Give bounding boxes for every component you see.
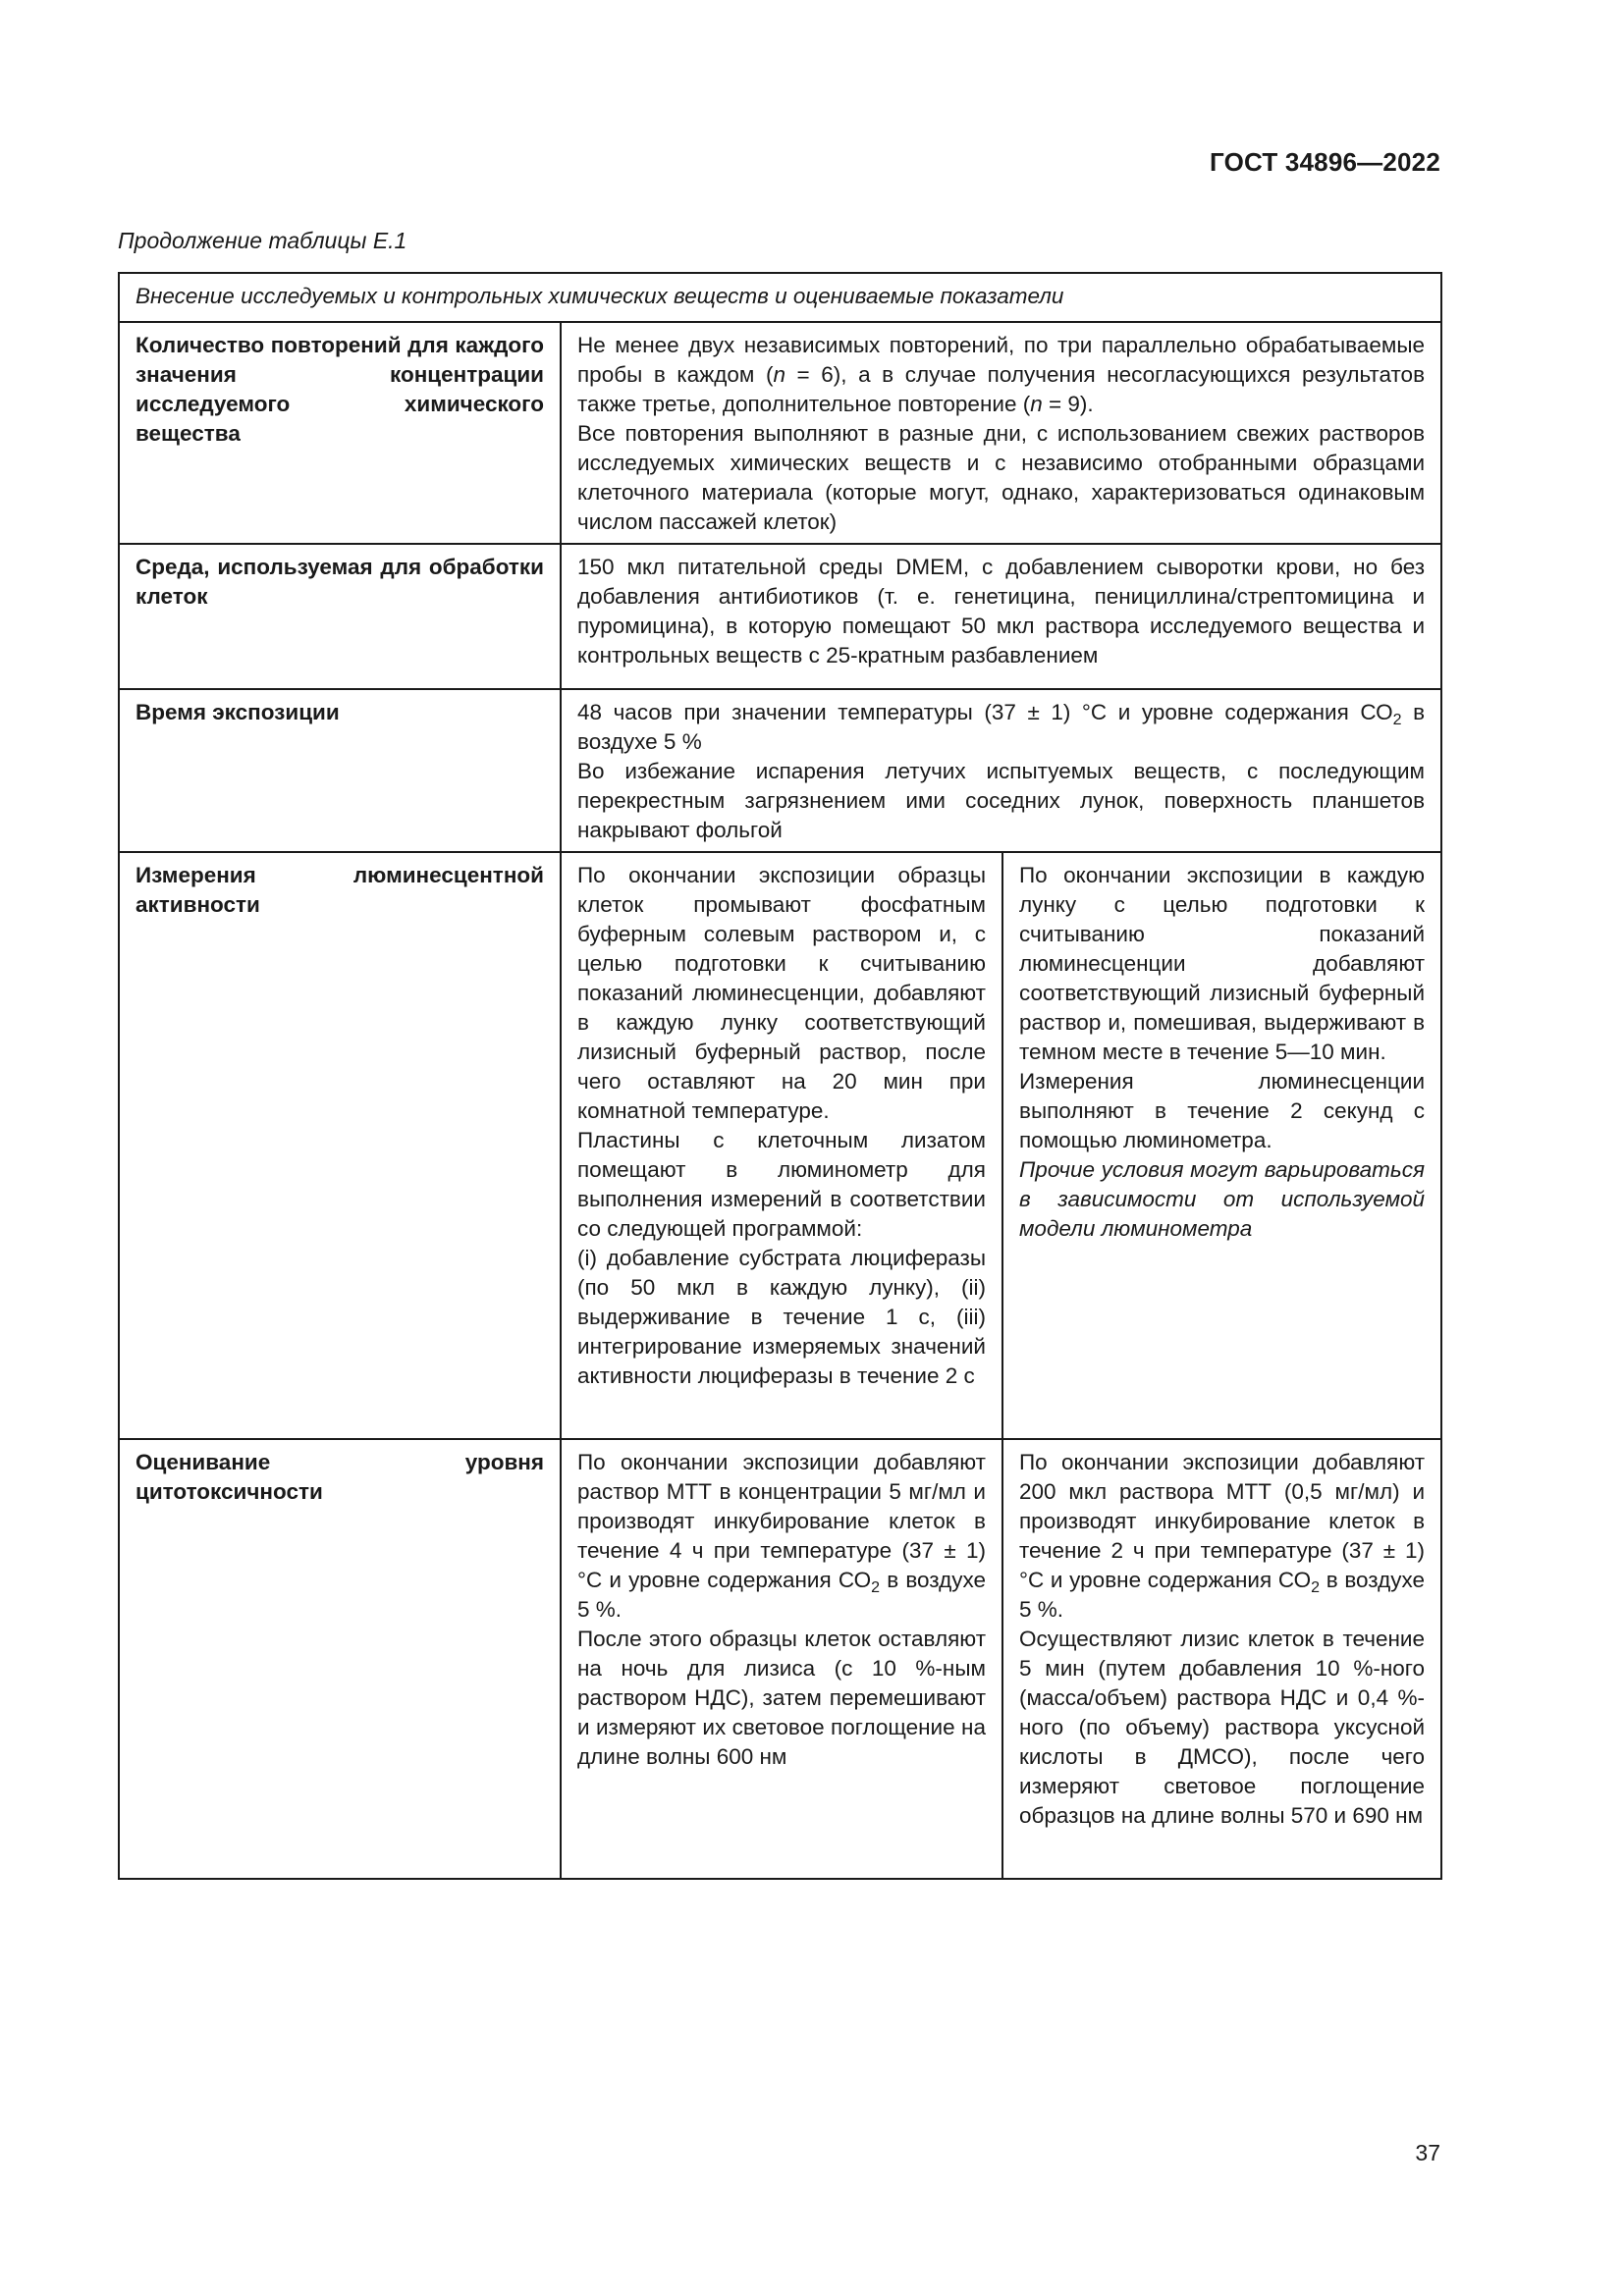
paragraph: Пластины с клеточным лизатом помещают в люминометр для выполнения измерений в соответствии со следующей программой: xyxy=(577,1128,986,1241)
table-caption: Продолжение таблицы Е.1 xyxy=(118,228,407,253)
row-label: Измерения люминесцентной активности xyxy=(119,852,561,1439)
table-header-row xyxy=(119,273,1441,322)
paragraph: Во избежание испарения летучих испытуемых веществ, с последующим перекрестным загрязнением ими соседних лунок, поверхность планшетов накрывают фольгой xyxy=(577,759,1426,842)
row-value-right xyxy=(1002,852,1441,1439)
paragraph: Все повторения выполняют в разные дни, с использованием свежих растворов исследуемых химических веществ и с независимо отобранными образцами клеточного материала (которые могут, однако, характеризоваться одинаковым числом пассажей клеток) xyxy=(577,421,1426,534)
paragraph: Не менее двух независимых повторений, по три параллельно обрабатываемые пробы в каждом (n = 6), а в случае получения несогласующихся результатов также третье, дополнительное повторение (n = 9). xyxy=(577,333,1426,416)
table-row xyxy=(119,689,1441,852)
paragraph: По окончании экспозиции добавляют 200 мкл раствора МТТ (0,5 мг/мл) и производят инкубирование клеток в течение 2 ч при температуре (37 ± 1) °С и уровне содержания $СО_2$ в воздухе 5 %. xyxy=(1019,1450,1426,1622)
row-label: Среда, используемая для обработки клеток xyxy=(119,544,561,689)
table-row xyxy=(119,544,1441,689)
row-value-left xyxy=(561,1439,1002,1879)
paragraph: (i) добавление субстрата люциферазы (по 50 мкл в каждую лунку), (ii) выдерживание в течение 1 с, (iii) интегрирование измеряемых значений активности люциферазы в течение 2 с xyxy=(577,1246,986,1388)
paragraph: По окончании экспозиции в каждую лунку с целью подготовки к считыванию показаний люминесценции добавляют соответствующий лизисный буферный раствор и, помешивая, выдерживают в темном месте в течение 5—10 мин. xyxy=(1019,863,1426,1064)
table-e1 xyxy=(118,272,1442,1880)
paragraph: После этого образцы клеток оставляют на ночь для лизиса (с 10 %-ным раствором НДС), затем перемешивают и измеряют их световое поглощение на длине волны 600 нм xyxy=(577,1627,986,1769)
paragraph: Прочие условия могут варьироваться в зависимости от используемой модели люминометра xyxy=(1019,1157,1426,1241)
paragraph: Осуществляют лизис клеток в течение 5 мин (путем добавления 10 %-ного (масса/объем) раствора НДС и 0,4 %-ного (по объему) раствора уксусной кислоты в ДМСО), после чего измеряют световое поглощение образцов на длине волны 570 и 690 нм xyxy=(1019,1627,1426,1828)
row-label: Количество повторений для каждого значения концентрации исследуемого химического вещества xyxy=(119,322,561,544)
row-value-left xyxy=(561,852,1002,1439)
paragraph: Измерения люминесценции выполняют в течение 2 секунд с помощью люминометра. xyxy=(1019,1069,1426,1152)
row-label: Оценивание уровня цитотоксичности xyxy=(119,1439,561,1879)
paragraph: По окончании экспозиции добавляют раствор МТТ в концентрации 5 мг/мл и производят инкубирование клеток в течение 4 ч при температуре (37 ± 1) °С и уровне содержания $СО_2$ в воздухе 5 %. xyxy=(577,1450,986,1622)
row-value xyxy=(561,689,1441,852)
table-row xyxy=(119,1439,1441,1879)
paragraph: По окончании экспозиции образцы клеток промывают фосфатным буферным солевым раствором и, с целью подготовки к считыванию показаний люминесценции, добавляют в каждую лунку соответствующий лизисный буферный раствор, после чего оставляют на 20 мин при комнатной температуре. xyxy=(577,863,986,1123)
table-row xyxy=(119,852,1441,1439)
page-number: 37 xyxy=(1415,2140,1440,2165)
document-id: ГОСТ 34896—2022 xyxy=(1210,147,1440,177)
row-label: Время экспозиции xyxy=(119,689,561,852)
row-value-right xyxy=(1002,1439,1441,1879)
table-header-cell: Внесение исследуемых и контрольных химических веществ и оцениваемые показатели xyxy=(119,273,1441,322)
row-value: 150 мкл питательной среды DMEM, с добавлением сыворотки крови, но без добавления антибиотиков (т. е. генетицина, пенициллина/стрептомицина и пуромицина), в которую помещают 50 мкл раствора исследуемого вещества и контрольных веществ с 25-кратным разбавлением xyxy=(561,544,1441,689)
row-value xyxy=(561,322,1441,544)
paragraph: 48 часов при значении температуры (37 ± 1) °С и уровне содержания $СО_2$ в воздухе 5 % xyxy=(577,700,1426,754)
table-row xyxy=(119,322,1441,544)
